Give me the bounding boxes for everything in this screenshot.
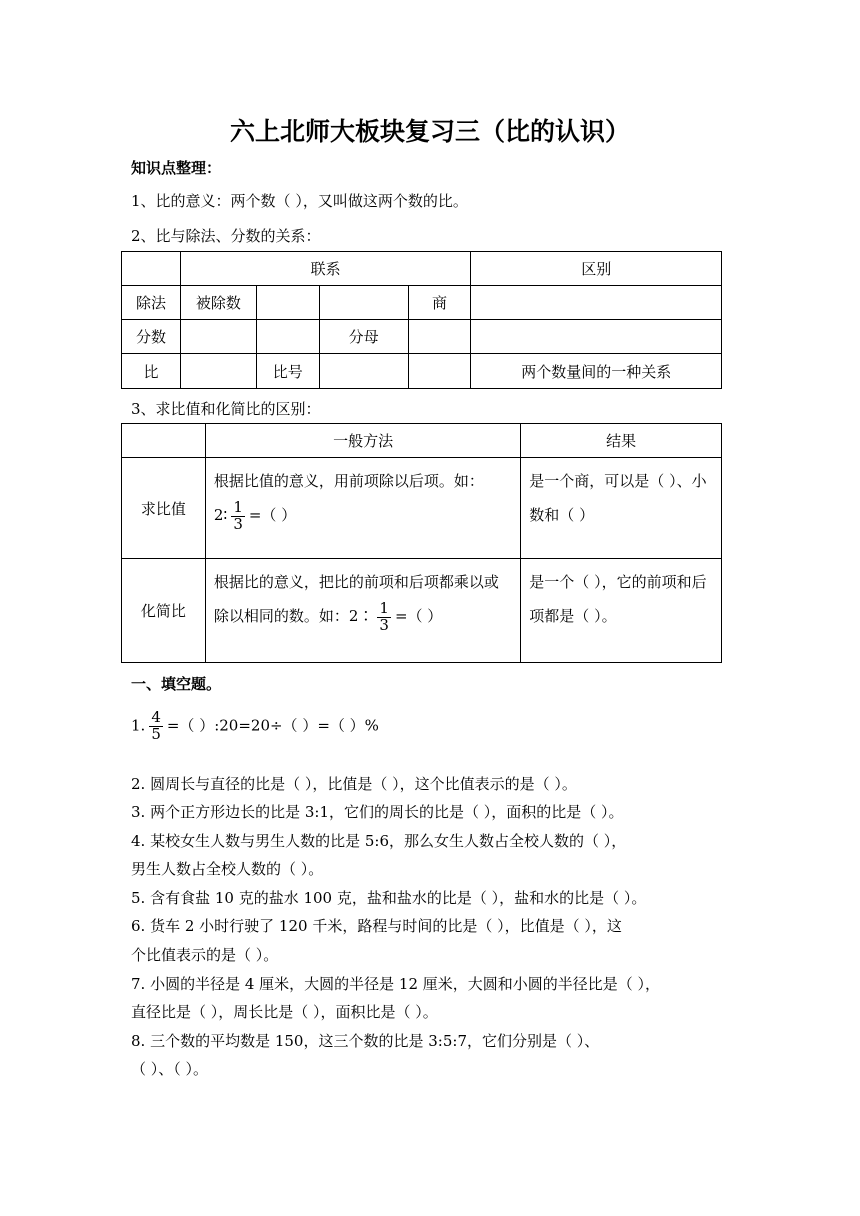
table1-cell: 分数 (122, 320, 181, 354)
question-line: 6. 货车 2 小时行驶了 120 千米，路程与时间的比是（ ），比值是（ ），这 (131, 917, 622, 935)
question-line: 2. 圆周长与直径的比是（ ），比值是（ ），这个比值表示的是（ ）。 (131, 775, 577, 793)
question-line: 4. 某校女生人数与男生人数的比是 5:6，那么女生人数占全校人数的（ ）， (131, 832, 627, 850)
question-1-text: =（ ）:20=20÷（ ）=（ ）% (166, 716, 379, 735)
question-line: （ ）、（ ）。 (131, 1060, 209, 1078)
table2-header-method: 一般方法 (205, 424, 520, 458)
table2-corner (122, 424, 206, 458)
expr-prefix: 2∶ (213, 506, 228, 524)
table1-header-link: 联系 (180, 252, 471, 286)
table1-cell: 比 (122, 354, 181, 389)
table1-cell (408, 320, 471, 354)
question-line: 个比值表示的是（ ）。 (131, 946, 279, 964)
fraction-one-third: $\frac{1}{3}$ (379, 598, 389, 634)
table1-cell (256, 286, 319, 320)
ratio-compare-table (121, 423, 722, 663)
table1-cell: 比号 (256, 354, 319, 389)
table1-cell (408, 354, 471, 389)
knowledge-item-2: 2、比与除法、分数的关系： (131, 227, 321, 245)
ratio-value-result: 是一个商，可以是（ ）、小数和（ ） (521, 458, 722, 559)
fraction-four-fifths: $\frac{4}{5}$ (151, 708, 161, 743)
section-fill-blank: 一、填空题。 (131, 675, 222, 693)
table1-cell (471, 320, 722, 354)
row-label-ratio-value: 求比值 (122, 458, 206, 559)
question-1 (131, 710, 379, 743)
fraction-one-third: $\frac{1}{3}$ (233, 497, 243, 533)
table1-header-diff: 区别 (471, 252, 722, 286)
table1-cell (180, 320, 256, 354)
section-knowledge: 知识点整理： (131, 159, 222, 177)
simplify-result: 是一个（ ），它的前项和后项都是（ ）。 (521, 559, 722, 663)
simplify-method (205, 559, 520, 663)
table1-cell: 被除数 (180, 286, 256, 320)
table1-cell (180, 354, 256, 389)
question-line: 8. 三个数的平均数是 150，这三个数的比是 3:5:7，它们分别是（ ）、 (131, 1032, 600, 1050)
knowledge-item-3: 3、求比值和化简比的区别： (131, 400, 321, 418)
expr-suffix: =（ ） (394, 607, 443, 625)
relation-table (121, 251, 722, 389)
method-text: 根据比的意义，把比的前项和后项都乘以或除以相同的数。如：2∶ (213, 573, 499, 625)
question-line: 男生人数占全校人数的（ ）。 (131, 860, 324, 878)
table2-header-result: 结果 (521, 424, 722, 458)
table1-cell (256, 320, 319, 354)
table1-cell (319, 354, 408, 389)
table1-cell: 两个数量间的一种关系 (471, 354, 722, 389)
knowledge-item-1: 1、比的意义：两个数（ ），又叫做这两个数的比。 (131, 192, 468, 210)
row-label-simplify: 化简比 (122, 559, 206, 663)
page-title: 六上北师大板块复习三（比的认识） (229, 117, 630, 146)
table1-cell: 除法 (122, 286, 181, 320)
expr-suffix: =（ ） (248, 506, 297, 524)
table1-cell: 分母 (319, 320, 408, 354)
table1-cell (319, 286, 408, 320)
question-line: 3. 两个正方形边长的比是 3:1，它们的周长的比是（ ），面积的比是（ ）。 (131, 803, 624, 821)
question-line: 直径比是（ ），周长比是（ ），面积比是（ ）。 (131, 1003, 438, 1021)
ratio-value-method (205, 458, 520, 559)
question-line: 7. 小圆的半径是 4 厘米，大圆的半径是 12 厘米，大圆和小圆的半径比是（ ）， (131, 975, 661, 993)
question-line: 5. 含有食盐 10 克的盐水 100 克，盐和盐水的比是（ ），盐和水的比是（ ）。 (131, 889, 647, 907)
method-text: 根据比值的意义，用前项除以后项。如： (213, 472, 484, 490)
table1-cell: 商 (408, 286, 471, 320)
question-number: 1. (131, 716, 146, 735)
table1-cell (471, 286, 722, 320)
table1-corner (122, 252, 181, 286)
